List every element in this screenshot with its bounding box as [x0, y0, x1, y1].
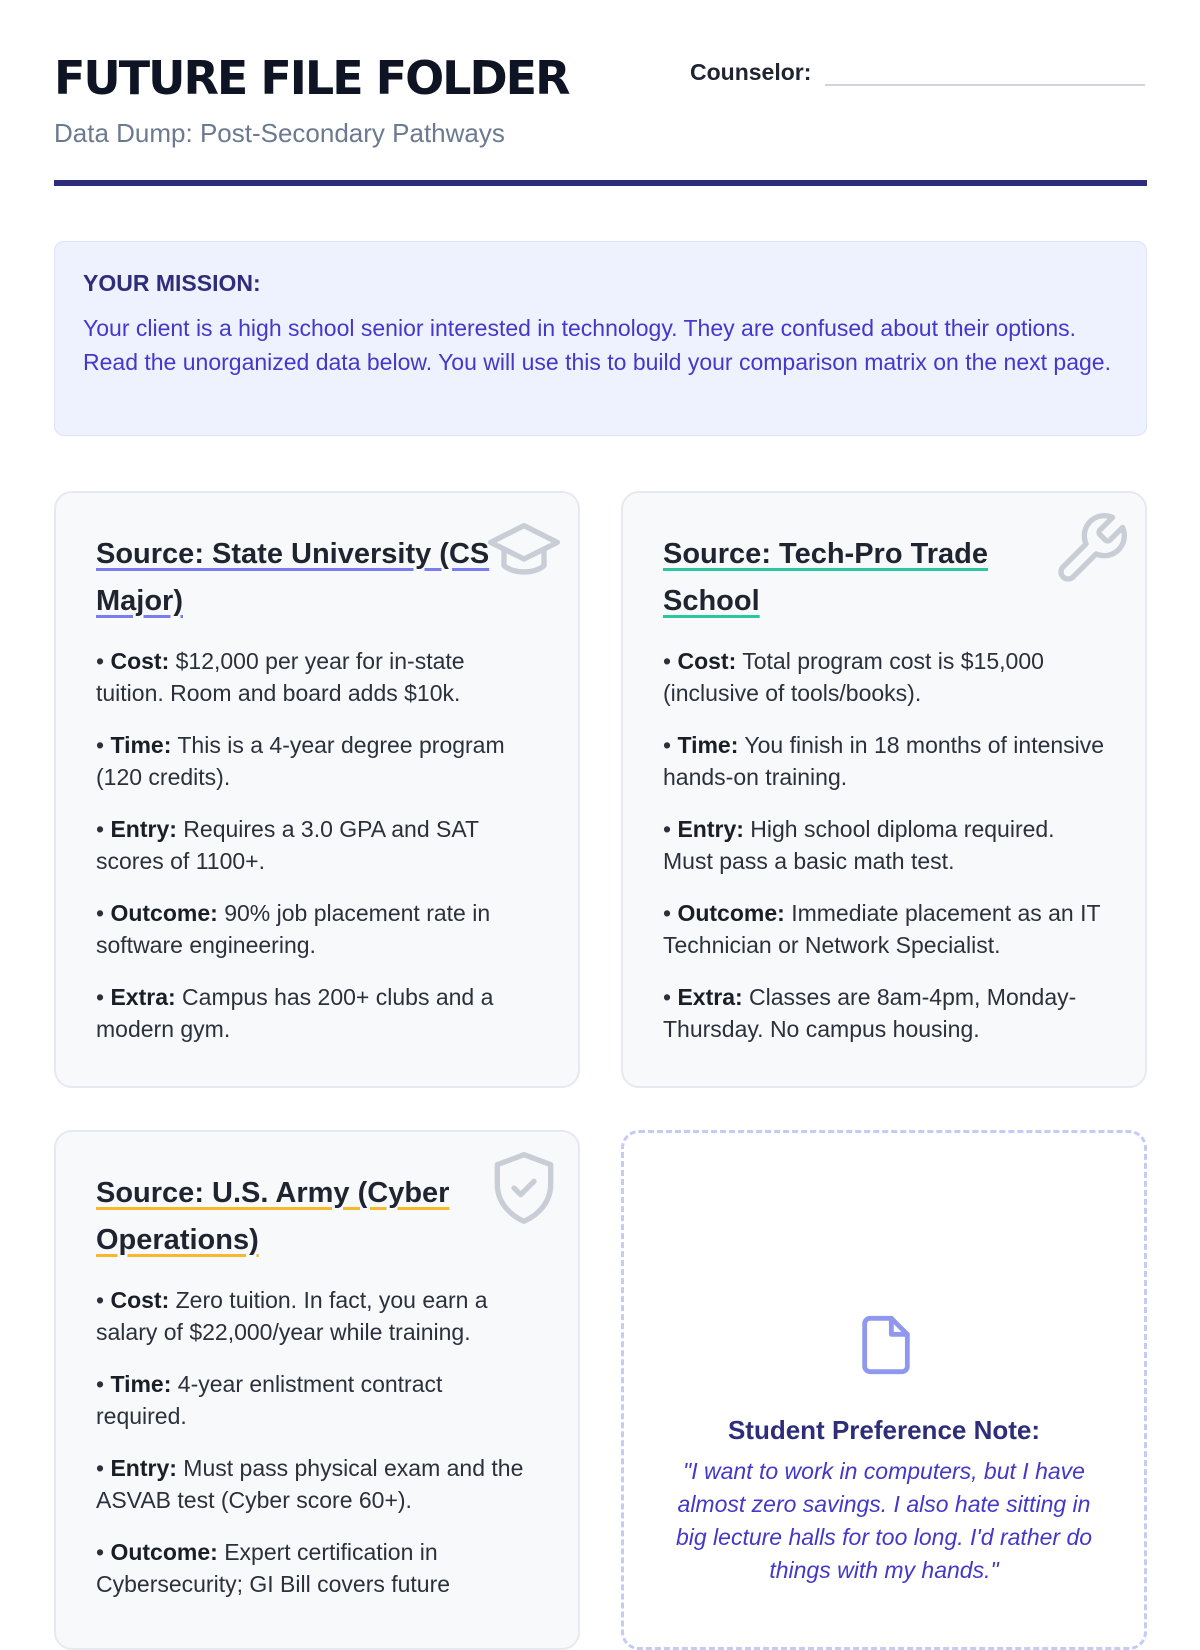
source-card-trade-school	[621, 491, 1147, 1088]
counselor-field	[690, 56, 1145, 86]
worksheet-page	[54, 0, 1147, 1597]
source-item-cost: • Cost: Zero tuition. In fact, you earn a salary of $22,000/year while training.	[96, 1287, 488, 1345]
source-item-extra: • Extra: Campus has 200+ clubs and a modern gym.	[96, 984, 494, 1042]
counselor-blank-line	[825, 56, 1145, 86]
source-item-extra: • Extra: Classes are 8am-4pm, Monday-Thursday. No campus housing.	[663, 984, 1077, 1042]
document-icon	[854, 1313, 918, 1377]
source-item-entry: • Entry: Requires a 3.0 GPA and SAT scores of 1100+.	[96, 816, 479, 874]
source-item-outcome: • Outcome: Expert certification in Cybersecurity; GI Bill covers future	[96, 1539, 451, 1597]
source-item-entry: • Entry: Must pass physical exam and the ASVAB test (Cyber score 60+).	[96, 1455, 524, 1513]
header	[54, 0, 1147, 188]
mission-label: YOUR MISSION:	[83, 270, 261, 296]
source-item-time: • Time: You finish in 18 months of intensive hands-on training.	[663, 732, 1105, 790]
page-title: FUTURE FILE FOLDER	[54, 51, 569, 105]
source-item-outcome: • Outcome: Immediate placement as an IT Technician or Network Specialist.	[663, 900, 1101, 958]
source-item-entry: • Entry: High school diploma required. Must pass a basic math test.	[663, 816, 1055, 874]
source-item-outcome: • Outcome: 90% job placement rate in software engineering.	[96, 900, 491, 958]
note-quote: "I want to work in computers, but I have almost zero savings. I also hate sitting in big lecture halls for too long. I'd rather do things with my hands."	[675, 1458, 1093, 1583]
page-subtitle: Data Dump: Post-Secondary Pathways	[54, 118, 505, 148]
source-item-cost: • Cost: $12,000 per year for in-state tuition. Room and board adds $10k.	[96, 648, 465, 706]
source-card-army	[54, 1130, 580, 1650]
mission-text: Your client is a high school senior interested in technology. They are confused about their options. Read the unorganized data below. You will use this to build your comparison matrix on the next page.	[83, 315, 1111, 375]
source-title: Source: Tech-Pro Trade School	[663, 538, 988, 617]
source-card-state-university	[54, 491, 580, 1088]
source-item-time: • Time: This is a 4-year degree program (120 credits).	[96, 732, 505, 790]
mission-box	[54, 241, 1147, 436]
header-divider	[54, 180, 1147, 186]
source-title: Source: U.S. Army (Cyber Operations)	[96, 1177, 450, 1256]
note-title: Student Preference Note:	[727, 1415, 1041, 1445]
source-item-time: • Time: 4-year enlistment contract required.	[96, 1371, 443, 1429]
counselor-label: Counselor:	[690, 59, 812, 85]
source-title: Source: State University (CS Major)	[96, 538, 490, 617]
source-item-cost: • Cost: Total program cost is $15,000 (inclusive of tools/books).	[663, 648, 1044, 706]
student-preference-note	[621, 1130, 1147, 1650]
